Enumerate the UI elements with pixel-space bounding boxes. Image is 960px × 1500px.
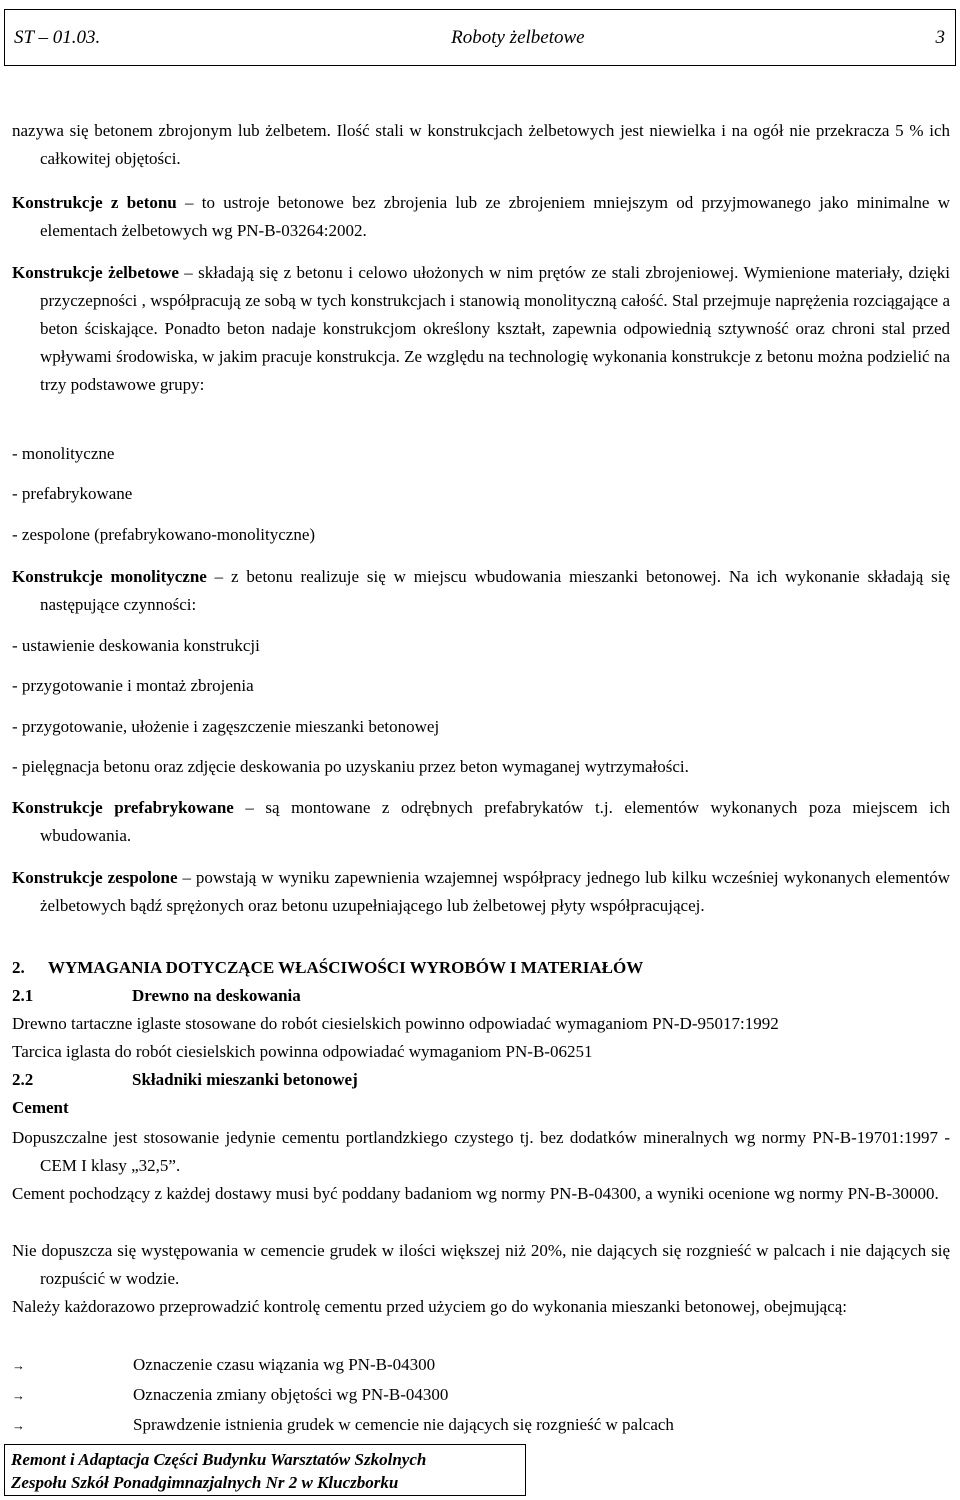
page-header	[4, 9, 956, 66]
step-item: - przygotowanie i montaż zbrojenia	[12, 676, 254, 695]
paragraph-composite: Konstrukcje zespolone – powstają w wyniku zapewnienia wzajemnej współpracy jednego lub kilku wcześniej wykonanych elementów żelbetowych bądź sprężonych oraz betonu uzupełniającego lub żelbetowej płyty współpracującej.	[12, 868, 950, 915]
section-heading: 2. WYMAGANIA DOTYCZĄCE WŁAŚCIWOŚCI WYROBÓW I MATERIAŁÓW	[12, 958, 644, 977]
step-item: - ustawienie deskowania konstrukcji	[12, 636, 260, 655]
check-item: → Oznaczenie czasu wiązania wg PN-B-04300	[12, 1352, 435, 1379]
paragraph-intro: nazywa się betonem zbrojonym lub żelbetem. Ilość stali w konstrukcjach żelbetowych jest niewielka i na ogół nie przekracza 5 % ich całkowitej objętości.	[12, 121, 950, 168]
group-item: - zespolone (prefabrykowano-monolityczne)	[12, 525, 316, 544]
document-title: Roboty żelbetowe	[451, 26, 585, 48]
paragraph-cement-lumps: Nie dopuszcza się występowania w cemencie grudek w ilości większej niż 20%, nie dających się rozgnieść w palcach i nie dających się rozpuścić w wodzie.	[12, 1241, 950, 1288]
group-item: - prefabrykowane	[12, 484, 133, 503]
paragraph-cement-testing: Cement pochodzący z każdej dostawy musi być poddany badaniom wg normy PN-B-04300, a wyniki ocenione wg normy PN-B-30000.	[12, 1184, 939, 1203]
check-item: → Oznaczenia zmiany objętości wg PN-B-04300	[12, 1382, 448, 1409]
step-item: - pielęgnacja betonu oraz zdjęcie deskowania po uzyskaniu przez beton wymaganej wytrzymałości.	[12, 757, 689, 776]
spec-code: ST – 01.03.	[14, 26, 101, 48]
arrow-bullet-icon: →	[12, 1388, 25, 1403]
page-number: 3	[935, 26, 945, 48]
page-footer	[4, 1444, 526, 1496]
check-item: → Sprawdzenie istnienia grudek w cemencie nie dających się rozgnieść w palcach	[12, 1412, 674, 1439]
subsection-heading: 2.2 Składniki mieszanki betonowej	[12, 1070, 358, 1089]
arrow-bullet-icon: →	[12, 1418, 25, 1433]
paragraph-prefabricated: Konstrukcje prefabrykowane – są montowane z odrębnych prefabrykatów t.j. elementów wykonanych poza miejscem ich wbudowania.	[12, 798, 950, 845]
paragraph-wood: Drewno tartaczne iglaste stosowane do robót ciesielskich powinno odpowiadać wymaganiom PN-D-95017:1992	[12, 1014, 779, 1033]
paragraph-monolithic: Konstrukcje monolityczne – z betonu realizuje się w miejscu wbudowania mieszanki betonowej. Na ich wykonanie składają się następujące czynności:	[12, 567, 950, 614]
group-item: - monolityczne	[12, 444, 115, 463]
footer-line: Zespołu Szkół Ponadgimnazjalnych Nr 2 w Kluczborku	[11, 1473, 399, 1492]
paragraph-cement-type: Dopuszczalne jest stosowanie jedynie cementu portlandzkiego czystego tj. bez dodatków mineralnych wg normy PN-B-19701:1997 - CEM I klasy „32,5”.	[12, 1128, 950, 1175]
footer-line: Remont i Adaptacja Części Budynku Warsztatów Szkolnych	[11, 1450, 427, 1469]
subsection-heading: 2.1 Drewno na deskowania	[12, 986, 301, 1005]
step-item: - przygotowanie, ułożenie i zagęszczenie mieszanki betonowej	[12, 717, 440, 736]
paragraph-cement-control: Należy każdorazowo przeprowadzić kontrolę cementu przed użyciem go do wykonania mieszanki betonowej, obejmującą:	[12, 1297, 848, 1316]
cement-heading: Cement	[12, 1098, 69, 1117]
paragraph-timber: Tarcica iglasta do robót ciesielskich powinna odpowiadać wymaganiom PN-B-06251	[12, 1042, 593, 1061]
paragraph-concrete-structures: Konstrukcje z betonu – to ustroje betonowe bez zbrojenia lub ze zbrojeniem mniejszym od przyjmowanego jako minimalne w elementach żelbetowych wg PN-B-03264:2002.	[12, 193, 950, 240]
paragraph-reinforced-structures: Konstrukcje żelbetowe – składają się z betonu i celowo ułożonych w nim prętów ze stali zbrojeniowej. Wymienione materiały, dzięki przyczepności , współpracują ze sobą w tych konstrukcjach i stanowią monolityczną całość. Stal przejmuje naprężenia rozciągające a beton ściskające. Ponadto beton nadaje konstrukcjom określony kształt, zapewnia odpowiednią sztywność oraz chroni stal przed wpływami środowiska, w jakim pracuje konstrukcja. Ze względu na technologię wykonania konstrukcje z betonu można podzielić na trzy podstawowe grupy:	[12, 263, 950, 394]
arrow-bullet-icon: →	[12, 1358, 25, 1373]
